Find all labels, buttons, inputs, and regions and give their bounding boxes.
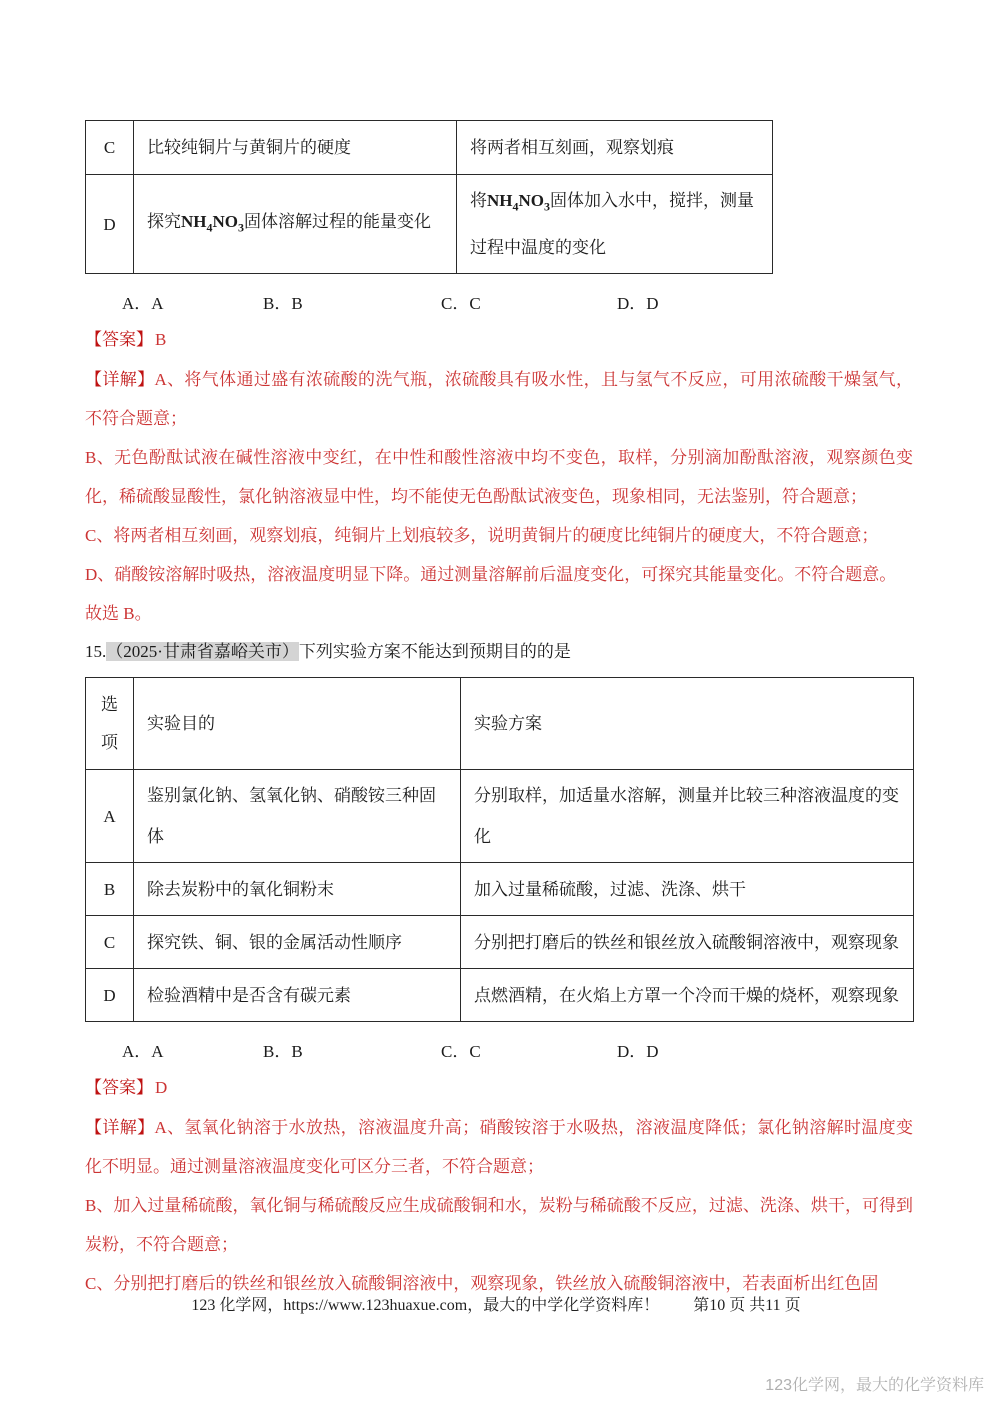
detail-label: 【详解】 — [85, 1118, 155, 1138]
table-header-row — [86, 678, 914, 770]
question-number: 15. — [85, 642, 107, 662]
table-row-d — [86, 175, 773, 274]
question-14-table — [85, 120, 773, 274]
cell-purpose-d: 检验酒精中是否含有碳元素 — [134, 969, 461, 1022]
cell-option-d: D — [86, 969, 134, 1022]
formula-nh4no3 — [487, 191, 550, 214]
explanation-text: A、氢氧化钠溶于水放热，溶液温度升高；硝酸铵溶于水吸热，溶液温度降低；氯化钠溶解时温度变化不明显。通过测量溶液温度变化可区分三者，不符合题意； — [85, 1118, 914, 1177]
table-row-a — [86, 770, 914, 863]
table-row-c — [86, 121, 773, 175]
plan-suffix: 固体加入水中，搅拌，测量过程中温度的变化 — [470, 191, 754, 258]
explanation-conclusion: 故选 B。 — [85, 604, 152, 624]
purpose-suffix: 固体溶解过程的能量变化 — [244, 211, 431, 231]
cell-option-c: C — [86, 121, 134, 175]
cell-plan-d — [457, 175, 773, 274]
answer-label: 【答案】 — [85, 1078, 153, 1098]
header-purpose: 实验目的 — [134, 678, 461, 770]
watermark: 123化学网，最大的化学资料库 — [765, 1377, 984, 1394]
purpose-prefix: 探究 — [147, 211, 181, 231]
table-row-c — [86, 916, 914, 969]
page-footer — [0, 1292, 992, 1320]
question-15-explanation — [85, 1108, 913, 1303]
header-plan: 实验方案 — [461, 678, 914, 770]
footer-site-info: 123 化学网，https://www.123huaxue.com，最大的中学化学资料库！ — [191, 1297, 660, 1314]
choice-a: A．A — [122, 1042, 164, 1062]
question-15-answer-line — [85, 1072, 913, 1103]
table-row-b — [86, 863, 914, 916]
cell-purpose-c: 探究铁、铜、银的金属活动性顺序 — [134, 916, 461, 969]
cell-purpose-d — [134, 175, 457, 274]
choice-b: B．B — [263, 1042, 303, 1062]
choice-d: D．D — [617, 1042, 659, 1062]
cell-purpose-b: 除去炭粉中的氧化铜粉末 — [134, 863, 461, 916]
cell-plan-c: 分别把打磨后的铁丝和银丝放入硫酸铜溶液中，观察现象 — [461, 916, 914, 969]
answer-label: 【答案】 — [85, 330, 153, 350]
formula-subscript: 3 — [238, 219, 244, 234]
answer-value: D — [155, 1078, 168, 1098]
plan-prefix: 将 — [470, 191, 487, 210]
choice-a: A．A — [122, 294, 164, 314]
cell-option-a: A — [86, 770, 134, 863]
formula-part: NO — [518, 191, 544, 210]
question-source-highlight: （2025·甘肃省嘉峪关市） — [106, 642, 299, 662]
question-15-table — [85, 677, 914, 1022]
formula-part: NH — [181, 211, 207, 231]
choice-c: C．C — [441, 1042, 481, 1062]
question-14-explanation — [85, 360, 913, 633]
explanation-paragraph: C、分别把打磨后的铁丝和银丝放入硫酸铜溶液中，观察现象，铁丝放入硫酸铜溶液中，若表面析出红色固 — [85, 1274, 879, 1294]
explanation-paragraph — [85, 1108, 913, 1186]
cell-option-d: D — [86, 175, 134, 274]
question-stem: 下列实验方案不能达到预期目的的是 — [298, 642, 571, 662]
formula-nh4no3 — [181, 211, 244, 234]
question-14-answer-line — [85, 324, 913, 355]
cell-plan-b: 加入过量稀硫酸，过滤、洗涤、烘干 — [461, 863, 914, 916]
question-15-heading — [85, 634, 913, 670]
detail-label: 【详解】 — [85, 370, 155, 390]
cell-plan-d: 点燃酒精，在火焰上方罩一个冷而干燥的烧杯，观察现象 — [461, 969, 914, 1022]
cell-purpose-c: 比较纯铜片与黄铜片的硬度 — [134, 121, 457, 175]
explanation-paragraph — [85, 360, 913, 438]
header-option-line2: 项 — [101, 732, 118, 752]
cell-purpose-a: 鉴别氯化钠、氢氧化钠、硝酸铵三种固体 — [134, 770, 461, 863]
explanation-paragraph: B、无色酚酞试液在碱性溶液中变红，在中性和酸性溶液中均不变色，取样，分别滴加酚酞溶液，观察颜色变化，稀硫酸显酸性，氯化钠溶液显中性，均不能使无色酚酞试液变色，现象相同，无法鉴别，符合题意； — [85, 448, 913, 507]
formula-part: NH — [487, 191, 513, 210]
formula-subscript: 4 — [206, 219, 213, 234]
cell-option-b: B — [86, 863, 134, 916]
explanation-paragraph: D、硝酸铵溶解时吸热，溶液温度明显下降。通过测量溶解前后温度变化，可探究其能量变化。不符合题意。 — [85, 565, 897, 585]
question-15-choices — [122, 1036, 913, 1067]
question-14-choices — [122, 288, 913, 319]
formula-subscript: 4 — [512, 199, 519, 214]
header-option-line1: 选 — [101, 694, 118, 714]
explanation-paragraph: B、加入过量稀硫酸，氧化铜与稀硫酸反应生成硫酸铜和水，炭粉与稀硫酸不反应，过滤、洗涤、烘干，可得到炭粉，不符合题意； — [85, 1196, 913, 1255]
cell-option-c: C — [86, 916, 134, 969]
choice-c: C．C — [441, 294, 481, 314]
cell-plan-c: 将两者相互刻画，观察划痕 — [457, 121, 773, 175]
choice-d: D．D — [617, 294, 659, 314]
header-option — [86, 678, 134, 770]
cell-plan-a: 分别取样，加适量水溶解，测量并比较三种溶液温度的变化 — [461, 770, 914, 863]
formula-part: NO — [212, 211, 238, 231]
explanation-paragraph: C、将两者相互刻画，观察划痕，纯铜片上划痕较多，说明黄铜片的硬度比纯铜片的硬度大，不符合题意； — [85, 526, 879, 546]
formula-subscript: 3 — [544, 199, 550, 214]
footer-page-number: 第10 页 共11 页 — [693, 1297, 801, 1314]
answer-value: B — [155, 330, 167, 350]
choice-b: B．B — [263, 294, 303, 314]
explanation-text: A、将气体通过盛有浓硫酸的洗气瓶，浓硫酸具有吸水性，且与氢气不反应，可用浓硫酸干燥氢气，不符合题意； — [85, 370, 914, 429]
table-row-d — [86, 969, 914, 1022]
